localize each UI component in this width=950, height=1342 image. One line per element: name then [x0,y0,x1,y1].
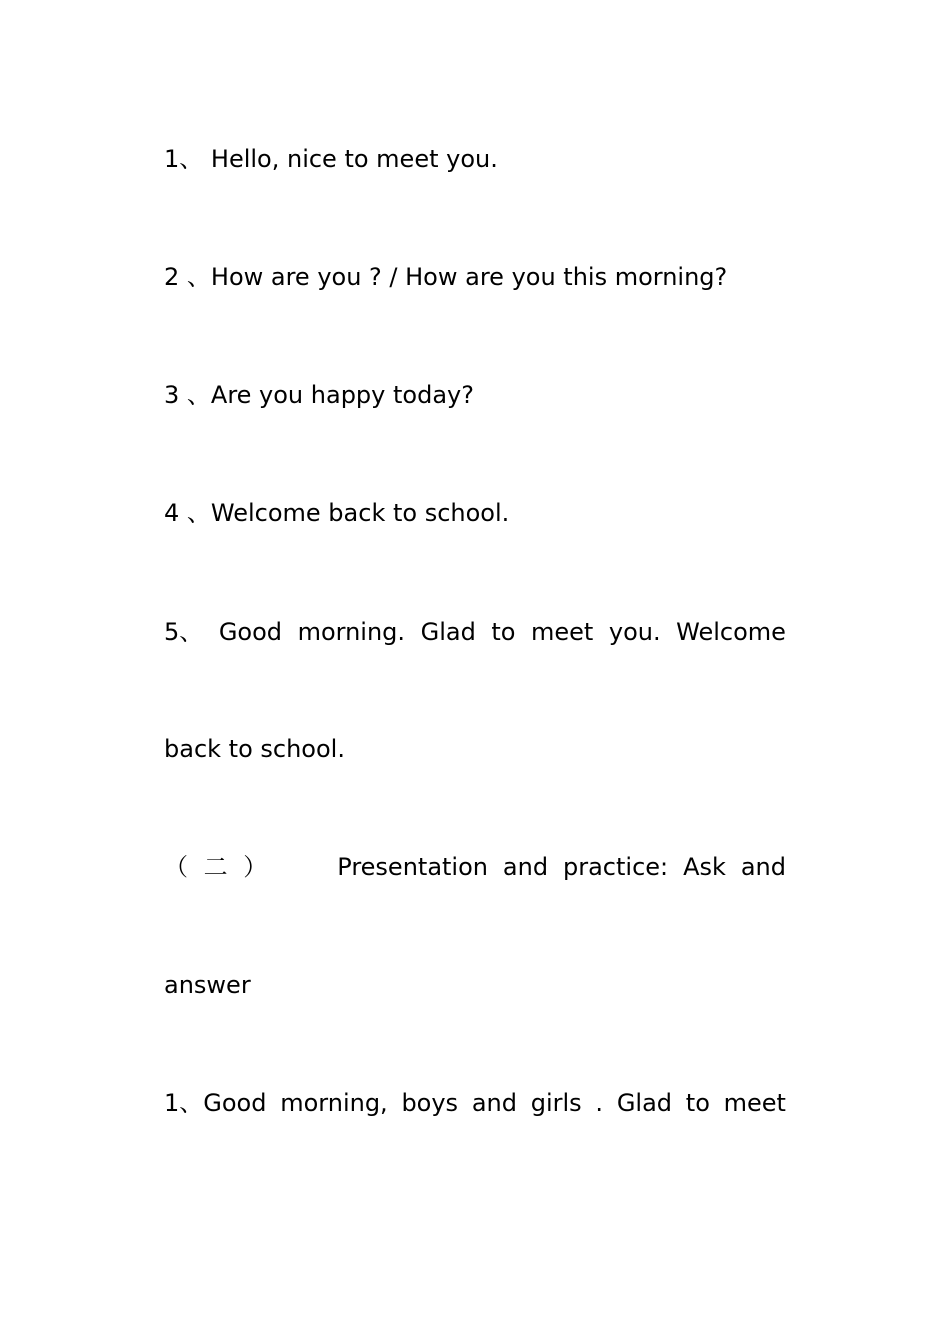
word: meet [531,618,594,646]
word: Welcome [676,618,786,646]
word: 1、Good [164,1089,267,1117]
word: 5、 [164,618,204,646]
word: girls [530,1089,582,1117]
section-title [337,852,786,882]
word: you. [608,618,661,646]
line-greeting-1: 1、 Hello, nice to meet you. [164,145,498,173]
dialogue-line-1 [164,1088,786,1118]
word: Presentation [337,853,488,881]
word: Good [218,618,283,646]
word: and [740,853,786,881]
word: . [595,1089,604,1117]
word: Glad [616,1089,673,1117]
word: morning, [280,1089,388,1117]
word: Ask [683,853,726,881]
word: morning. [297,618,406,646]
line-greeting-3: 3 、Are you happy today? [164,381,474,409]
line-greeting-4: 4 、Welcome back to school. [164,499,510,527]
line-greeting-5 [164,617,786,647]
word: practice: [563,853,669,881]
word: Glad [420,618,476,646]
line-greeting-5-continued: back to school. [164,735,345,763]
word: boys [401,1089,459,1117]
section-heading-continued: answer [164,971,251,999]
line-greeting-2: 2 、How are you ? / How are you this morning? [164,263,728,291]
word: and [502,853,549,881]
word: and [471,1089,517,1117]
word: to [685,1089,710,1117]
section-heading [164,852,786,882]
section-number: （ 二 ） [164,853,272,881]
word: to [491,618,516,646]
word: meet [723,1089,786,1117]
